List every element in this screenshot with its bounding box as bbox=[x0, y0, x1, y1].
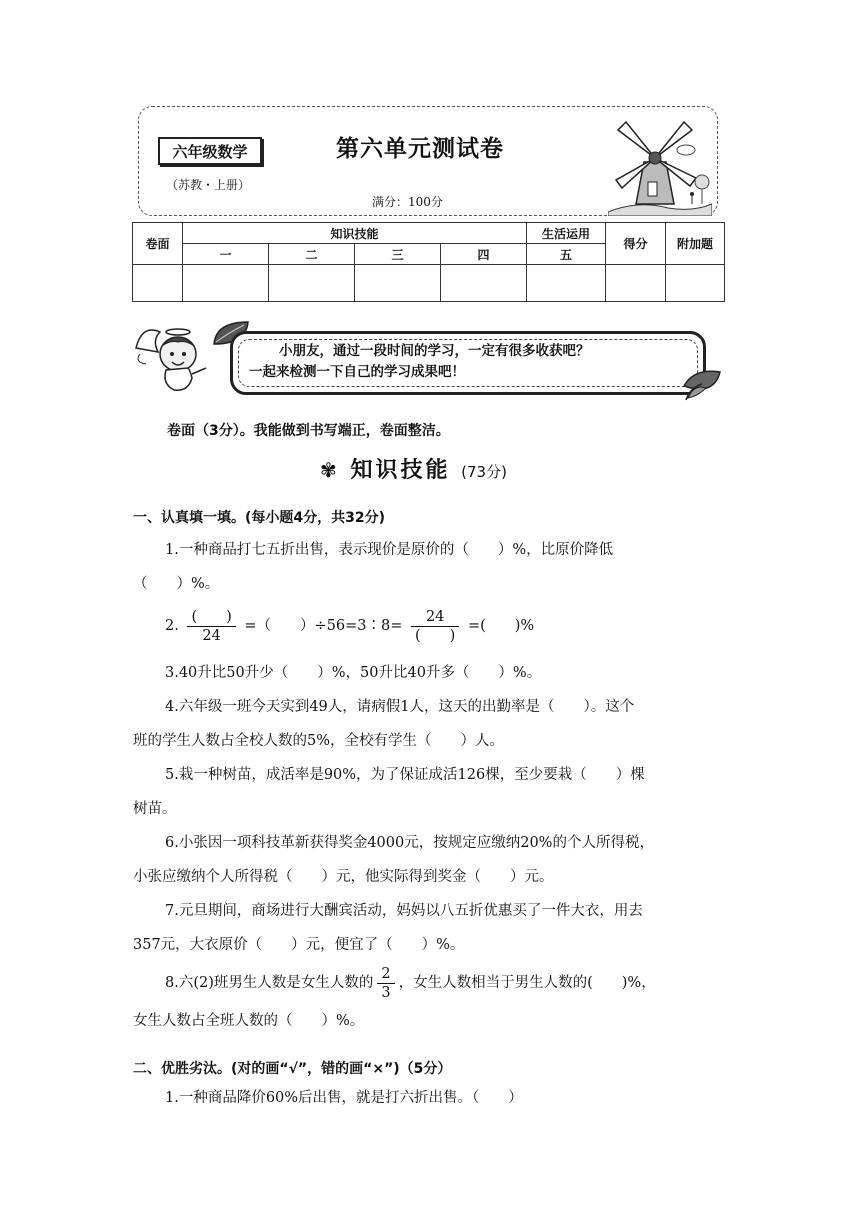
question-5 bbox=[133, 758, 733, 826]
fraction-numerator: 2 bbox=[377, 965, 394, 984]
fraction bbox=[377, 965, 394, 1002]
part1-heading: 一、认真填一填。(每小题4分，共32分) bbox=[133, 510, 386, 526]
intro-line-1: 小朋友，通过一段时间的学习，一定有很多收获吧？ bbox=[279, 343, 590, 359]
part2-question-1-line: 1.一种商品降价60%后出售，就是打六折出售。（ ） bbox=[165, 1090, 523, 1106]
part2-question-1 bbox=[133, 1081, 733, 1115]
sub-col-2: 二 bbox=[269, 244, 355, 265]
section-score: (73分) bbox=[461, 463, 507, 481]
question-7 bbox=[133, 894, 733, 962]
question-5-line-1: 5.栽一种树苗，成活率是90%，为了保证成活126棵，至少要栽（ ）棵 bbox=[165, 767, 645, 783]
test-title: 第六单元测试卷 bbox=[336, 136, 504, 162]
fraction-numerator[interactable]: ( ) bbox=[187, 608, 235, 627]
score-cell[interactable] bbox=[606, 265, 666, 302]
fraction-blank bbox=[411, 608, 459, 645]
col-score: 得分 bbox=[606, 223, 666, 265]
question-8 bbox=[133, 962, 733, 1038]
fraction-numerator: 24 bbox=[411, 608, 459, 627]
question-6-line-1: 6.小张因一项科技革新获得奖金4000元，按规定应缴纳20%的个人所得税， bbox=[165, 835, 654, 851]
section-title bbox=[320, 453, 580, 484]
sub-col-3: 三 bbox=[355, 244, 441, 265]
fraction-denominator: 24 bbox=[202, 627, 221, 644]
score-cell[interactable] bbox=[527, 265, 606, 302]
question-6 bbox=[133, 826, 733, 894]
question-1-line-1: 1.一种商品打七五折出售，表示现价是原价的（ ）%，比原价降低 bbox=[165, 542, 614, 558]
section-title-text: 知识技能 bbox=[350, 458, 451, 483]
score-table bbox=[132, 222, 725, 302]
grade-label: 六年级数学 bbox=[158, 137, 262, 165]
fraction-blank bbox=[187, 608, 235, 645]
full-score: 满分：100分 bbox=[372, 195, 443, 209]
score-cell[interactable] bbox=[183, 265, 269, 302]
sub-col-1: 一 bbox=[183, 244, 269, 265]
col-knowledge: 知识技能 bbox=[183, 223, 527, 244]
score-cell[interactable] bbox=[269, 265, 355, 302]
question-4-line-1: 4.六年级一班今天实到49人，请病假1人，这天的出勤率是（ ）。这个 bbox=[165, 699, 635, 715]
score-cell[interactable] bbox=[133, 265, 183, 302]
question-5-line-2: 树苗。 bbox=[133, 801, 177, 817]
question-1-line-2: （ ）%。 bbox=[133, 576, 220, 592]
score-cell[interactable] bbox=[666, 265, 725, 302]
question-7-line-2: 357元，大衣原价（ ）元，便宜了（ ）%。 bbox=[133, 937, 465, 953]
neatness-note: 卷面（3分）。我能做到书写端正，卷面整洁。 bbox=[167, 423, 450, 439]
question-8-suffix: ，女生人数相当于男生人数的( )%， bbox=[398, 975, 656, 991]
col-application: 生活运用 bbox=[527, 223, 606, 244]
leaf-icon bbox=[680, 366, 724, 402]
score-cell[interactable] bbox=[355, 265, 441, 302]
edition-label: （苏教・上册） bbox=[166, 178, 251, 192]
sub-col-5: 五 bbox=[527, 244, 606, 265]
sub-col-4: 四 bbox=[441, 244, 527, 265]
windmill-illustration bbox=[608, 112, 712, 216]
part2-heading: 二、优胜劣汰。(对的画“√”，错的画“×”)（5分） bbox=[133, 1061, 452, 1077]
question-1 bbox=[133, 533, 733, 601]
angel-illustration bbox=[132, 318, 212, 396]
question-6-line-2: 小张应缴纳个人所得税（ ）元，他实际得到奖金（ ）元。 bbox=[133, 869, 554, 885]
intro-line-2: 一起来检测一下自己的学习成果吧！ bbox=[249, 364, 465, 380]
question-2-number: 2. bbox=[165, 618, 179, 634]
flower-icon: ✾ bbox=[320, 458, 340, 482]
question-7-line-1: 7.元旦期间，商场进行大酬宾活动，妈妈以八五折优惠买了一件大衣，用去 bbox=[165, 903, 643, 919]
intro-speech-bubble bbox=[230, 331, 706, 395]
question-3 bbox=[133, 656, 733, 690]
question-2-suffix: =( )% bbox=[467, 618, 535, 634]
fraction-denominator[interactable]: ( ) bbox=[415, 627, 456, 644]
col-paper: 卷面 bbox=[133, 223, 183, 265]
question-4 bbox=[133, 690, 733, 758]
question-3-line: 3.40升比50升少（ ）%，50升比40升多（ ）%。 bbox=[165, 665, 542, 681]
intro-text bbox=[249, 341, 691, 383]
question-8-prefix: 8.六(2)班男生人数是女生人数的 bbox=[165, 975, 374, 991]
fraction-denominator: 3 bbox=[381, 984, 391, 1001]
question-2 bbox=[133, 606, 733, 646]
question-8-line-2: 女生人数占全班人数的（ ）%。 bbox=[133, 1013, 365, 1029]
score-cell[interactable] bbox=[441, 265, 527, 302]
col-bonus: 附加题 bbox=[666, 223, 725, 265]
question-4-line-2: 班的学生人数占全校人数的5%，全校有学生（ ）人。 bbox=[133, 733, 505, 749]
question-2-middle: =（ ）÷56=3∶8= bbox=[244, 618, 403, 634]
